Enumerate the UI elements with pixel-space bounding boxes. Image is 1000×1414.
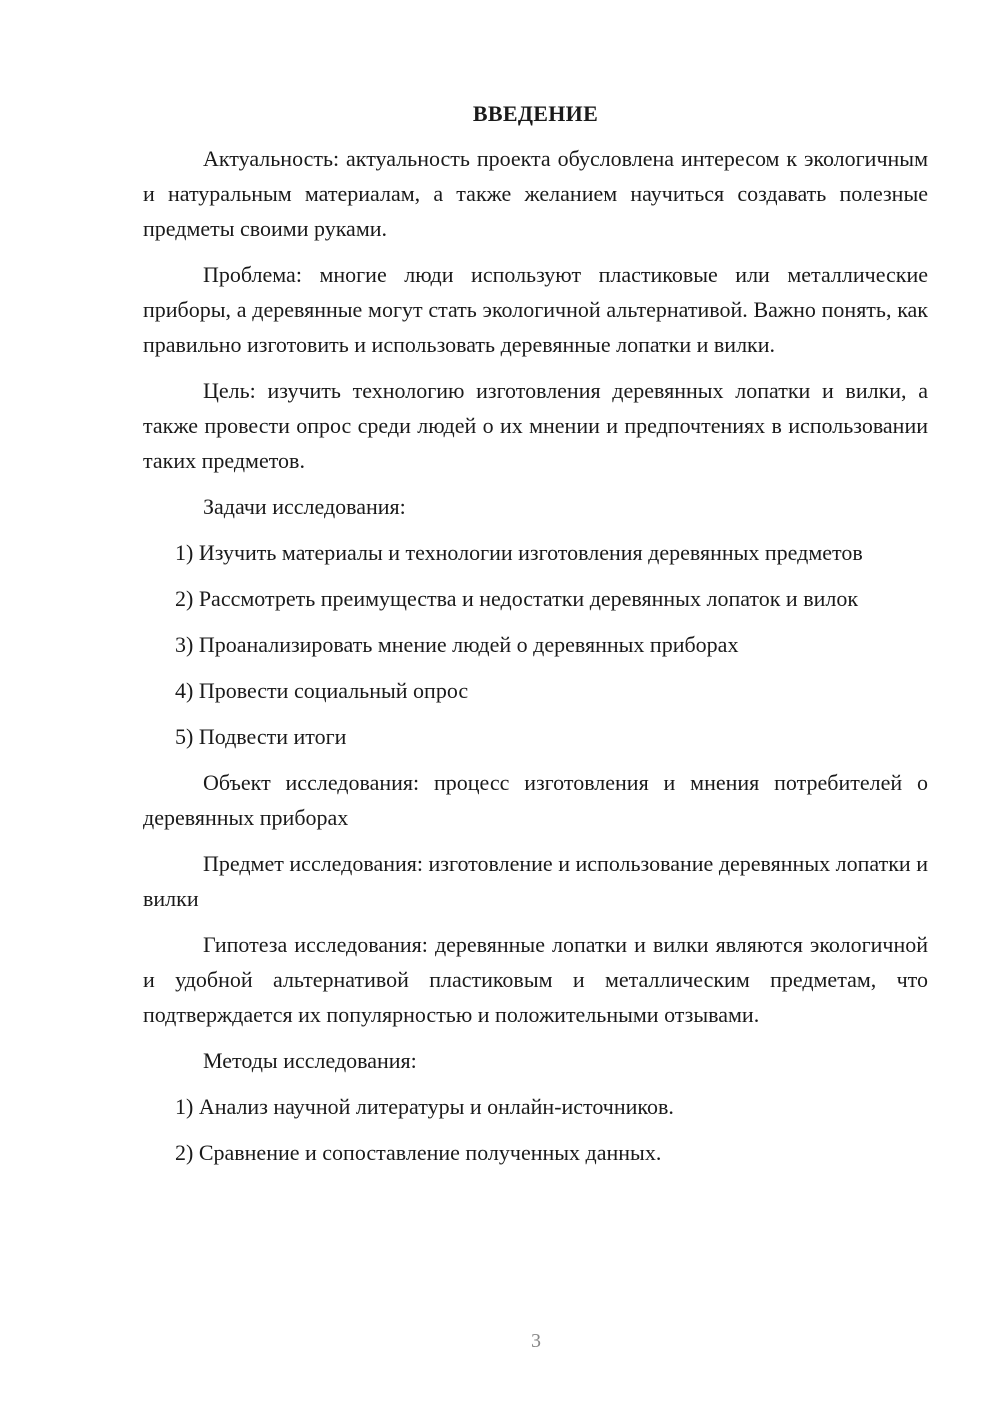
relevance-paragraph: Актуальность: актуальность проекта обусловлена интересом к экологичным и натуральным материалам, а также желанием научиться создавать полезные предметы своими руками. bbox=[143, 146, 928, 241]
object-paragraph: Объект исследования: процесс изготовления и мнения потребителей о деревянных приборах bbox=[143, 770, 928, 830]
document-page bbox=[143, 96, 928, 1181]
task-item-1: 1) Изучить материалы и технологии изготовления деревянных предметов bbox=[175, 540, 863, 565]
goal-paragraph: Цель: изучить технологию изготовления деревянных лопатки и вилки, а также провести опрос среди людей о их мнении и предпочтениях в использовании таких предметов. bbox=[143, 378, 928, 473]
subject-paragraph: Предмет исследования: изготовление и использование деревянных лопатки и вилки bbox=[143, 851, 928, 911]
method-item-1: 1) Анализ научной литературы и онлайн-источников. bbox=[175, 1094, 674, 1119]
task-item-4: 4) Провести социальный опрос bbox=[175, 678, 469, 703]
task-item-5: 5) Подвести итоги bbox=[175, 724, 347, 749]
method-item-2: 2) Сравнение и сопоставление полученных данных. bbox=[175, 1140, 662, 1165]
task-item-2: 2) Рассмотреть преимущества и недостатки деревянных лопаток и вилок bbox=[175, 586, 859, 611]
section-heading: ВВЕДЕНИЕ bbox=[472, 101, 599, 126]
hypothesis-paragraph: Гипотеза исследования: деревянные лопатки и вилки являются экологичной и удобной альтернативой пластиковым и металлическим предметам, что подтверждается их популярностью и положительными отзывами. bbox=[143, 932, 928, 1027]
page-number: 3 bbox=[531, 1330, 541, 1352]
methods-label: Методы исследования: bbox=[203, 1048, 417, 1073]
problem-paragraph: Проблема: многие люди используют пластиковые или металлические приборы, а деревянные могут стать экологичной альтернативой. Важно понять, как правильно изготовить и использовать деревянные лопатки и вилки. bbox=[143, 262, 928, 357]
tasks-label: Задачи исследования: bbox=[203, 494, 406, 519]
task-item-3: 3) Проанализировать мнение людей о деревянных приборах bbox=[175, 632, 739, 657]
